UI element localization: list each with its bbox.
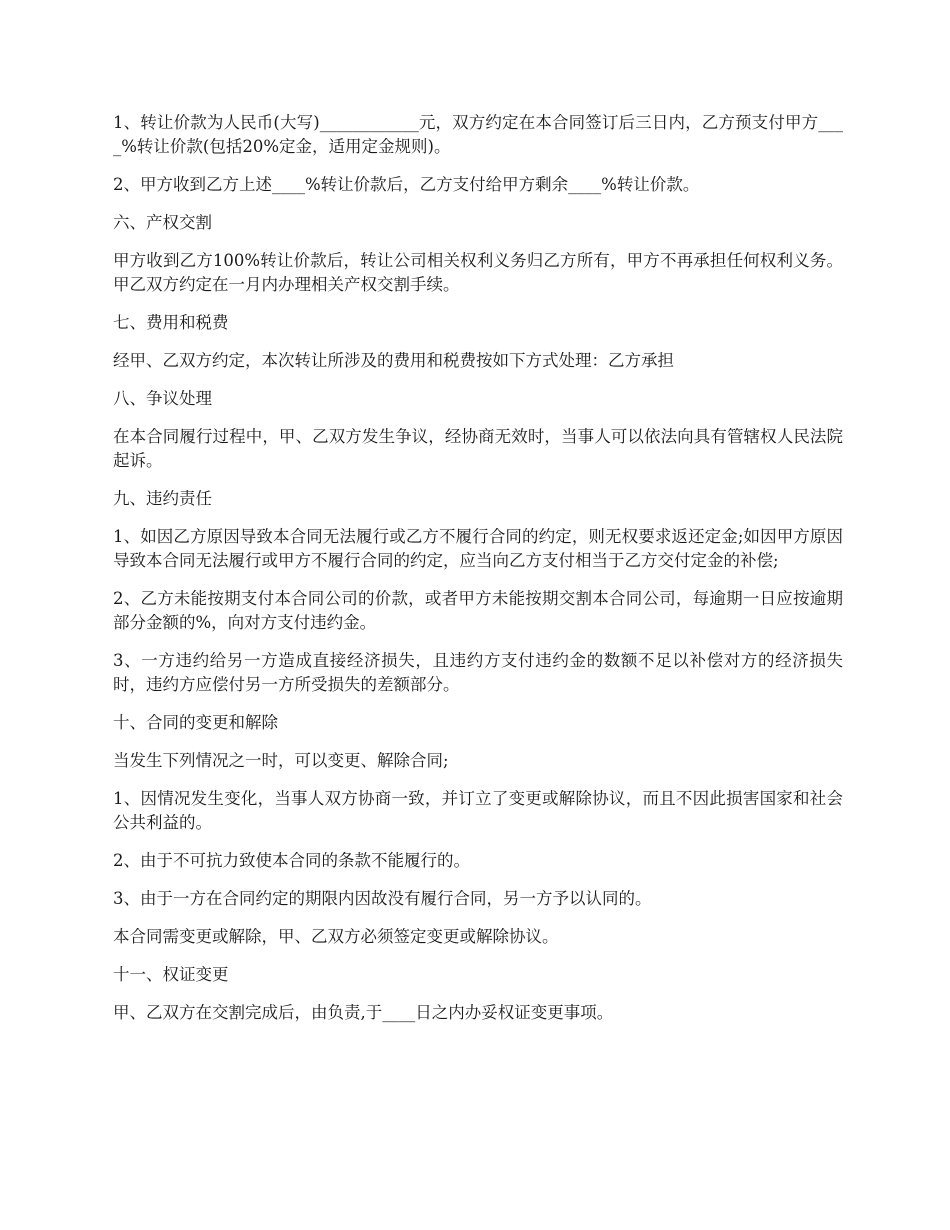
clause-dispute: 在本合同履行过程中，甲、乙双方发生争议，经协商无效时，当事人可以依法向具有管辖权人民法院起诉。 bbox=[113, 427, 843, 470]
clause-modification-agreement: 本合同需变更或解除，甲、乙双方必须签定变更或解除协议。 bbox=[113, 927, 559, 946]
clause-certificate-change: 甲、乙双方在交割完成后，由负责,于____日之内办妥权证变更事项。 bbox=[113, 1003, 614, 1022]
clause-modification-3: 3、由于一方在合同约定的期限内因故没有履行合同，另一方予以认同的。 bbox=[113, 889, 652, 908]
clause-remaining-payment: 2、甲方收到乙方上述____%转让价款后，乙方支付给甲方剩余____%转让价款。 bbox=[113, 175, 700, 194]
clause-breach-damages: 3、一方违约给另一方造成直接经济损失，且违约方支付违约金的数额不足以补偿对方的经济损失时，违约方应偿付另一方所受损失的差额部分。 bbox=[113, 651, 843, 694]
section-heading-breach: 九、违约责任 bbox=[113, 489, 212, 508]
section-heading-modification: 十、合同的变更和解除 bbox=[113, 713, 278, 732]
clause-breach-deposit: 1、如因乙方原因导致本合同无法履行或乙方不履行合同的约定，则无权要求返还定金;如因甲方原因导致本合同无法履行或甲方不履行合同的约定，应当向乙方支付相当于乙方交付定金的补偿; bbox=[113, 527, 843, 570]
clause-fees-taxes: 经甲、乙双方约定，本次转让所涉及的费用和税费按如下方式处理：乙方承担 bbox=[113, 351, 674, 370]
clause-property-delivery: 甲方收到乙方100%转让价款后，转让公司相关权利义务归乙方所有，甲方不再承担任何权利义务。甲乙双方约定在一月内办理相关产权交割手续。 bbox=[113, 251, 843, 294]
clause-modification-1: 1、因情况发生变化，当事人双方协商一致，并订立了变更或解除协议，而且不因此损害国家和社会公共利益的。 bbox=[113, 789, 843, 832]
section-heading-property-delivery: 六、产权交割 bbox=[113, 213, 212, 232]
section-heading-dispute: 八、争议处理 bbox=[113, 389, 212, 408]
section-heading-certificate-change: 十一、权证变更 bbox=[113, 965, 229, 984]
clause-breach-late-payment: 2、乙方未能按期支付本合同公司的价款，或者甲方未能按期交割本合同公司，每逾期一日应按逾期部分金额的%，向对方支付违约金。 bbox=[113, 589, 843, 632]
section-heading-fees-taxes: 七、费用和税费 bbox=[113, 313, 229, 332]
clause-modification-2: 2、由于不可抗力致使本合同的条款不能履行的。 bbox=[113, 851, 470, 870]
document-page bbox=[113, 111, 843, 1039]
clause-modification-intro: 当发生下列情况之一时，可以变更、解除合同; bbox=[113, 751, 449, 770]
clause-transfer-price: 1、转让价款为人民币(大写)____________元，双方约定在本合同签订后三日内，乙方预支付甲方____%转让价款(包括20%定金，适用定金规则)。 bbox=[113, 113, 843, 156]
